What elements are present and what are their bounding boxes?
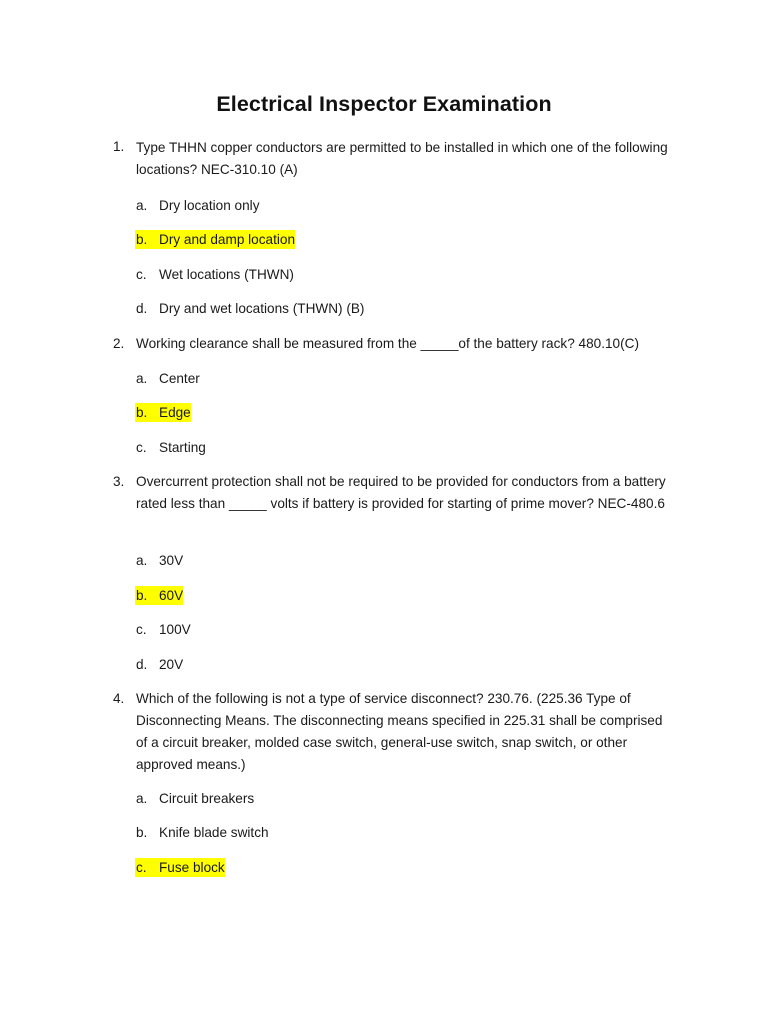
- option-letter: a.: [136, 553, 148, 568]
- option-letter: d.: [136, 301, 148, 316]
- option-letter: c.: [136, 622, 147, 637]
- answer-option-highlighted: [135, 586, 183, 605]
- page-title: Electrical Inspector Examination: [216, 92, 552, 116]
- option-letter: a.: [136, 371, 148, 386]
- answer-option: [135, 823, 269, 842]
- answer-option: [135, 655, 183, 674]
- option-text: Knife blade switch: [159, 825, 269, 840]
- question-number: 4.: [113, 691, 125, 706]
- option-letter: a.: [136, 791, 148, 806]
- option-text: Center: [159, 371, 200, 386]
- option-letter: d.: [136, 657, 148, 672]
- question-number: 3.: [113, 474, 125, 489]
- option-letter: c.: [136, 440, 147, 455]
- option-text: Dry location only: [159, 198, 260, 213]
- answer-option-highlighted: [135, 230, 295, 249]
- answer-option-highlighted: [135, 403, 191, 422]
- answer-option: [135, 789, 254, 808]
- option-letter: b.: [136, 405, 148, 420]
- question-text: Which of the following is not a type of service disconnect? 230.76. (225.36 Type of Disconnecting Means. The disconnecting means specified in 225.31 shall be comprised of a circuit breaker, molded case switch, general-use switch, snap switch, or other approved means.): [136, 691, 663, 772]
- option-letter: c.: [136, 860, 147, 875]
- answer-option: [135, 438, 206, 457]
- option-text: 20V: [159, 657, 184, 672]
- option-text: Fuse block: [159, 860, 225, 875]
- question-text: Type THHN copper conductors are permitted to be installed in which one of the following locations? NEC-310.10 (A): [136, 140, 668, 177]
- answer-option-highlighted: [135, 858, 225, 877]
- option-text: 30V: [159, 553, 184, 568]
- option-letter: b.: [136, 232, 148, 247]
- option-text: Dry and damp location: [159, 232, 296, 247]
- question-number: 2.: [113, 336, 125, 351]
- answer-option: [135, 196, 260, 215]
- answer-option: [135, 265, 294, 284]
- option-text: Wet locations (THWN): [159, 267, 294, 282]
- answer-option: [135, 299, 364, 318]
- option-letter: c.: [136, 267, 147, 282]
- option-text: Dry and wet locations (THWN) (B): [159, 301, 365, 316]
- option-text: Circuit breakers: [159, 791, 255, 806]
- answer-option: [135, 551, 183, 570]
- question-text: Overcurrent protection shall not be required to be provided for conductors from a battery rated less than _____ volts if battery is provided for starting of prime mover? NEC-480.6: [136, 474, 666, 511]
- answer-option: [135, 369, 200, 388]
- option-text: 60V: [159, 588, 184, 603]
- question-text: Working clearance shall be measured from the _____of the battery rack? 480.10(C): [136, 336, 639, 351]
- option-text: Starting: [159, 440, 206, 455]
- option-text: 100V: [159, 622, 191, 637]
- option-text: Edge: [159, 405, 191, 420]
- option-letter: a.: [136, 198, 148, 213]
- question-number: 1.: [113, 139, 125, 154]
- option-letter: b.: [136, 588, 148, 603]
- option-letter: b.: [136, 825, 148, 840]
- answer-option: [135, 620, 191, 639]
